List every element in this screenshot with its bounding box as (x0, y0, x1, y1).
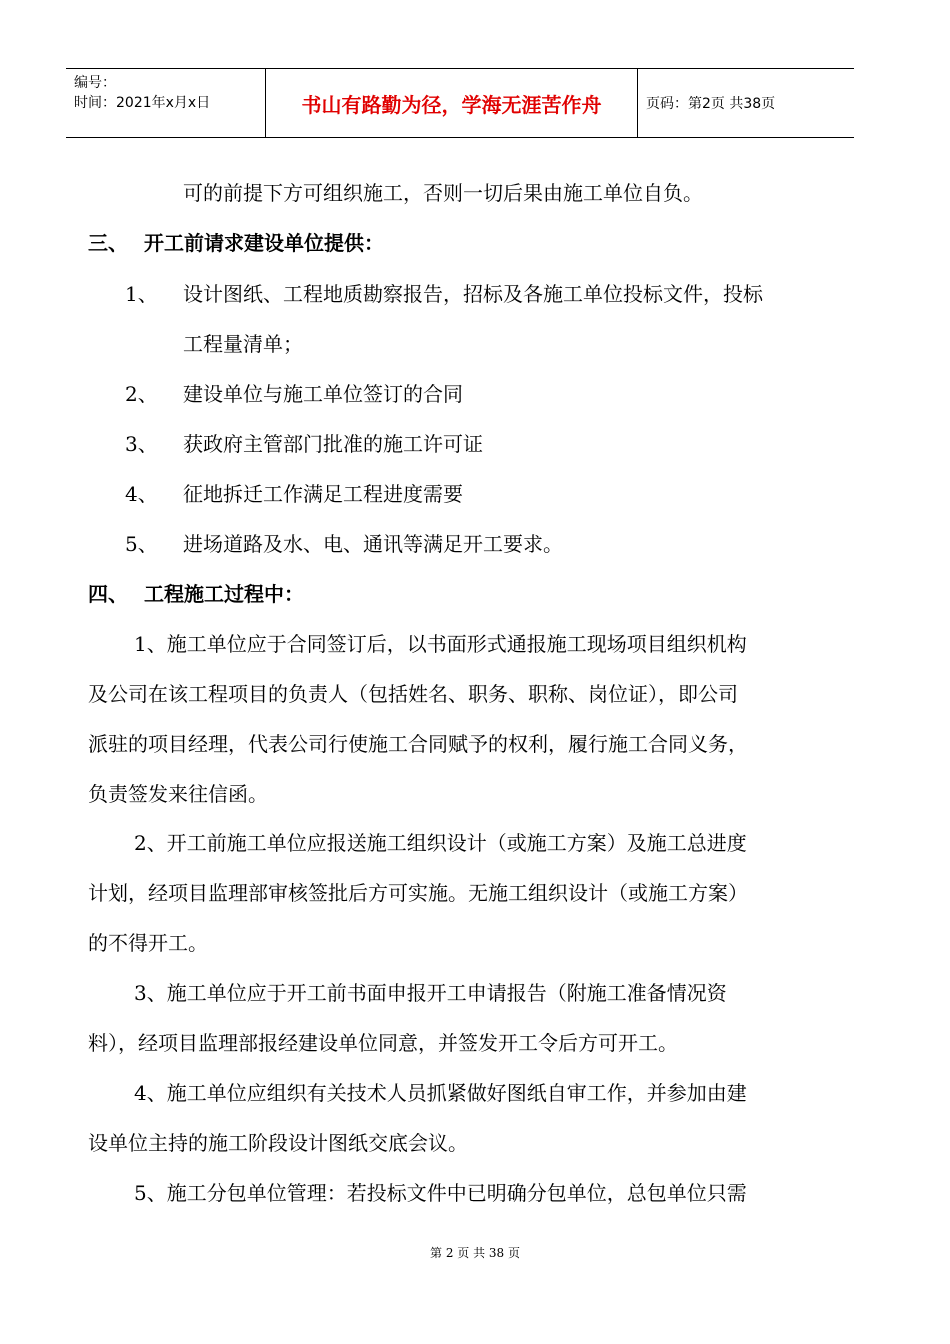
list-item-continuation: 工程量清单； (183, 332, 303, 356)
section-heading-4 (88, 580, 304, 608)
section-heading-3 (88, 229, 384, 257)
page-footer: 第 2 页 共 38 页 (430, 1246, 520, 1260)
text-line: 计划，经项目监理部审核签批后方可实施。无施工组织设计（或施工方案） (88, 881, 748, 905)
text-line: 5、施工分包单位管理：若投标文件中已明确分包单位，总包单位只需 (134, 1181, 747, 1205)
page-header (66, 68, 854, 138)
doc-time-label: 时间：2021年x月x日 (74, 95, 211, 111)
list-item-text: 获政府主管部门批准的施工许可证 (183, 432, 483, 456)
header-page-code: 页码：第2页 共38页 (646, 96, 776, 112)
list-item-number: 3、 (125, 432, 158, 456)
text-line: 2、开工前施工单位应报送施工组织设计（或施工方案）及施工总进度 (134, 831, 747, 855)
text-line: 派驻的项目经理，代表公司行使施工合同赋予的权利，履行施工合同义务， (88, 732, 748, 756)
doc-number-label: 编号： (74, 75, 116, 91)
text-line: 负责签发来往信函。 (88, 782, 268, 806)
list-item (125, 480, 463, 508)
list-item-text: 建设单位与施工单位签订的合同 (183, 382, 463, 406)
list-item (125, 380, 463, 408)
text-line: 4、施工单位应组织有关技术人员抓紧做好图纸自审工作，并参加由建 (134, 1081, 747, 1105)
text-line: 设单位主持的施工阶段设计图纸交底会议。 (88, 1131, 468, 1155)
list-item-number: 1、 (125, 282, 158, 306)
text-line: 的不得开工。 (88, 931, 208, 955)
text-line: 及公司在该工程项目的负责人（包括姓名、职务、职称、岗位证），即公司 (88, 682, 738, 706)
list-item-number: 4、 (125, 482, 158, 506)
section-title: 开工前请求建设单位提供： (144, 231, 384, 255)
list-item (125, 530, 563, 558)
section-number: 四、 (88, 582, 128, 606)
text-line: 可的前提下方可组织施工，否则一切后果由施工单位自负。 (183, 181, 703, 205)
section-number: 三、 (88, 231, 128, 255)
list-item-text: 征地拆迁工作满足工程进度需要 (183, 482, 463, 506)
section-title: 工程施工过程中： (144, 582, 304, 606)
list-item-text: 设计图纸、工程地质勘察报告，招标及各施工单位投标文件，投标 (183, 282, 763, 306)
text-line: 1、施工单位应于合同签订后，以书面形式通报施工现场项目组织机构 (134, 632, 747, 656)
list-item (125, 430, 483, 458)
list-item-text: 进场道路及水、电、通讯等满足开工要求。 (183, 532, 563, 556)
list-item-number: 2、 (125, 382, 158, 406)
header-left-cell (66, 69, 266, 137)
text-line: 料），经项目监理部报经建设单位同意，并签发开工令后方可开工。 (88, 1031, 678, 1055)
header-motto: 书山有路勤为径，学海无涯苦作舟 (266, 69, 638, 137)
text-line: 3、施工单位应于开工前书面申报开工申请报告（附施工准备情况资 (134, 981, 727, 1005)
list-item-number: 5、 (125, 532, 158, 556)
list-item (125, 280, 763, 308)
